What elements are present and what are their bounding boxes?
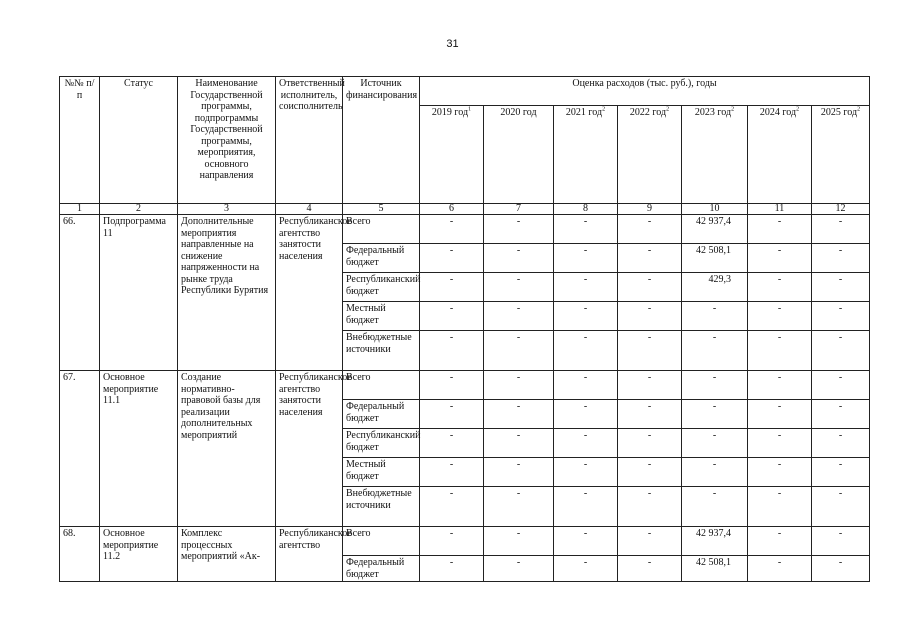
expense-value: - bbox=[748, 458, 812, 487]
header-name: Наименование Государственной программы, подпрограммы Государственной программы, мероприятия, основного направления bbox=[178, 77, 276, 204]
expense-value: - bbox=[554, 527, 618, 556]
expense-value: 42 508,1 bbox=[682, 556, 748, 582]
row-number: 66. bbox=[60, 215, 100, 371]
expense-value: - bbox=[420, 556, 484, 582]
row-status: Основное мероприятие 11.2 bbox=[100, 527, 178, 582]
expense-value: - bbox=[682, 371, 748, 400]
row-status: Основное мероприятие 11.1 bbox=[100, 371, 178, 527]
header-year-label: 2019 год bbox=[431, 107, 469, 118]
row-number: 67. bbox=[60, 371, 100, 527]
header-source: Источник финансирования bbox=[343, 77, 420, 204]
row-responsible: Республиканское агентство занятости населения bbox=[276, 371, 343, 527]
expense-value: - bbox=[812, 556, 870, 582]
table-row bbox=[60, 527, 870, 556]
expense-value: - bbox=[484, 527, 554, 556]
expense-value: - bbox=[554, 331, 618, 371]
expense-value: - bbox=[748, 331, 812, 371]
expense-value: - bbox=[682, 302, 748, 331]
expenses-table bbox=[59, 76, 870, 582]
expense-value: - bbox=[420, 244, 484, 273]
expense-value: - bbox=[554, 371, 618, 400]
expense-value: - bbox=[420, 429, 484, 458]
expense-value: - bbox=[420, 487, 484, 527]
header-year bbox=[420, 106, 484, 204]
expense-value: - bbox=[748, 273, 812, 302]
expense-value: - bbox=[618, 273, 682, 302]
expense-value: - bbox=[484, 458, 554, 487]
header-year-label: 2023 год bbox=[694, 107, 732, 118]
header-year-label: 2022 год bbox=[629, 107, 667, 118]
header-year bbox=[554, 106, 618, 204]
expense-value: - bbox=[748, 215, 812, 244]
expense-value: - bbox=[682, 487, 748, 527]
expense-value: - bbox=[748, 429, 812, 458]
header-status: Статус bbox=[100, 77, 178, 204]
header-expenses: Оценка расходов (тыс. руб.), годы bbox=[420, 77, 870, 106]
financing-source: Федеральный бюджет bbox=[343, 556, 420, 582]
column-number: 12 bbox=[812, 204, 870, 215]
row-name: Дополнительные мероприятия направленные на снижение напряженности на рынке труда Республики Бурятия bbox=[178, 215, 276, 371]
expense-value: - bbox=[420, 400, 484, 429]
row-responsible: Республиканское агентство bbox=[276, 527, 343, 582]
table-row bbox=[60, 215, 870, 244]
header-responsible: Ответственный исполнитель, соисполнитель bbox=[276, 77, 343, 204]
row-number: 68. bbox=[60, 527, 100, 582]
expense-value: - bbox=[618, 371, 682, 400]
column-number: 9 bbox=[618, 204, 682, 215]
expense-value: - bbox=[618, 331, 682, 371]
expense-value: - bbox=[682, 429, 748, 458]
expense-value: - bbox=[748, 371, 812, 400]
header-year-label: 2025 год bbox=[820, 107, 858, 118]
expense-value: - bbox=[812, 487, 870, 527]
expense-value: - bbox=[618, 487, 682, 527]
expense-value: - bbox=[420, 331, 484, 371]
expense-value: - bbox=[420, 273, 484, 302]
expense-value: - bbox=[420, 371, 484, 400]
expense-value: - bbox=[618, 458, 682, 487]
expense-value: - bbox=[554, 302, 618, 331]
header-year-label: 2021 год bbox=[565, 107, 603, 118]
header-year bbox=[748, 106, 812, 204]
expense-value: - bbox=[812, 331, 870, 371]
expense-value: 42 937,4 bbox=[682, 215, 748, 244]
header-num: №№ п/п bbox=[60, 77, 100, 204]
header-year bbox=[812, 106, 870, 204]
expense-value: - bbox=[484, 331, 554, 371]
expense-value: - bbox=[484, 215, 554, 244]
column-number: 8 bbox=[554, 204, 618, 215]
header-year bbox=[618, 106, 682, 204]
header-year-footnote: 2 bbox=[666, 106, 670, 113]
column-number: 10 bbox=[682, 204, 748, 215]
financing-source: Федеральный бюджет bbox=[343, 244, 420, 273]
expense-value: - bbox=[420, 458, 484, 487]
row-responsible: Республиканское агентство занятости населения bbox=[276, 215, 343, 371]
row-status: Подпрограмма 11 bbox=[100, 215, 178, 371]
expense-value: - bbox=[812, 215, 870, 244]
expense-value: - bbox=[812, 273, 870, 302]
expense-value: - bbox=[682, 400, 748, 429]
row-name: Создание нормативно-правовой базы для реализации дополнительных мероприятий bbox=[178, 371, 276, 527]
expense-value: - bbox=[420, 527, 484, 556]
expense-value: - bbox=[748, 556, 812, 582]
expense-value: - bbox=[484, 429, 554, 458]
expense-value: - bbox=[484, 302, 554, 331]
financing-source: Федеральный бюджет bbox=[343, 400, 420, 429]
expense-value: - bbox=[484, 244, 554, 273]
header-year-label: 2020 год bbox=[500, 107, 537, 118]
expense-value: - bbox=[554, 556, 618, 582]
financing-source: Республиканский бюджет bbox=[343, 273, 420, 302]
expense-value: - bbox=[748, 487, 812, 527]
expense-value: 429,3 bbox=[682, 273, 748, 302]
financing-source: Всего bbox=[343, 527, 420, 556]
header-year-footnote: 2 bbox=[857, 106, 861, 113]
expense-value: - bbox=[554, 400, 618, 429]
expense-value: - bbox=[618, 400, 682, 429]
expense-value: - bbox=[812, 302, 870, 331]
column-number: 3 bbox=[178, 204, 276, 215]
column-number: 1 bbox=[60, 204, 100, 215]
row-name: Комплекс процессных мероприятий «Ак- bbox=[178, 527, 276, 582]
expense-value: - bbox=[554, 487, 618, 527]
expense-value: - bbox=[748, 527, 812, 556]
expense-value: - bbox=[618, 556, 682, 582]
expense-value: - bbox=[812, 458, 870, 487]
expense-value: - bbox=[812, 400, 870, 429]
expense-value: - bbox=[484, 556, 554, 582]
expense-value: - bbox=[484, 487, 554, 527]
financing-source: Местный бюджет bbox=[343, 458, 420, 487]
expense-value: - bbox=[748, 400, 812, 429]
column-number: 11 bbox=[748, 204, 812, 215]
expense-value: - bbox=[554, 244, 618, 273]
expense-value: 42 508,1 bbox=[682, 244, 748, 273]
page-number: 31 bbox=[446, 38, 459, 50]
financing-source: Внебюджетные источники bbox=[343, 331, 420, 371]
expense-value: - bbox=[812, 244, 870, 273]
financing-source: Всего bbox=[343, 215, 420, 244]
column-number: 5 bbox=[343, 204, 420, 215]
header-year-footnote: 1 bbox=[468, 106, 472, 113]
expense-value: - bbox=[484, 273, 554, 302]
column-number: 7 bbox=[484, 204, 554, 215]
expense-value: - bbox=[618, 215, 682, 244]
expense-value: - bbox=[618, 527, 682, 556]
expense-value: - bbox=[420, 215, 484, 244]
expense-value: - bbox=[554, 429, 618, 458]
header-year bbox=[484, 106, 554, 204]
header-year bbox=[682, 106, 748, 204]
expense-value: - bbox=[682, 458, 748, 487]
expense-value: - bbox=[748, 244, 812, 273]
header-year-footnote: 2 bbox=[796, 106, 800, 113]
financing-source: Республиканский бюджет bbox=[343, 429, 420, 458]
expense-value: - bbox=[812, 429, 870, 458]
expense-value: - bbox=[484, 371, 554, 400]
table-row bbox=[60, 371, 870, 400]
header-year-footnote: 2 bbox=[602, 106, 606, 113]
expense-value: - bbox=[420, 302, 484, 331]
expense-value: - bbox=[554, 273, 618, 302]
expense-value: - bbox=[554, 458, 618, 487]
financing-source: Всего bbox=[343, 371, 420, 400]
financing-source: Внебюджетные источники bbox=[343, 487, 420, 527]
column-number: 2 bbox=[100, 204, 178, 215]
column-number: 6 bbox=[420, 204, 484, 215]
expense-value: 42 937,4 bbox=[682, 527, 748, 556]
expense-value: - bbox=[618, 429, 682, 458]
expense-value: - bbox=[682, 331, 748, 371]
expense-value: - bbox=[812, 527, 870, 556]
header-year-footnote: 2 bbox=[731, 106, 735, 113]
expense-value: - bbox=[554, 215, 618, 244]
expense-value: - bbox=[618, 244, 682, 273]
header-year-label: 2024 год bbox=[759, 107, 797, 118]
expense-value: - bbox=[812, 371, 870, 400]
financing-source: Местный бюджет bbox=[343, 302, 420, 331]
expense-value: - bbox=[748, 302, 812, 331]
expense-value: - bbox=[618, 302, 682, 331]
column-number: 4 bbox=[276, 204, 343, 215]
expense-value: - bbox=[484, 400, 554, 429]
